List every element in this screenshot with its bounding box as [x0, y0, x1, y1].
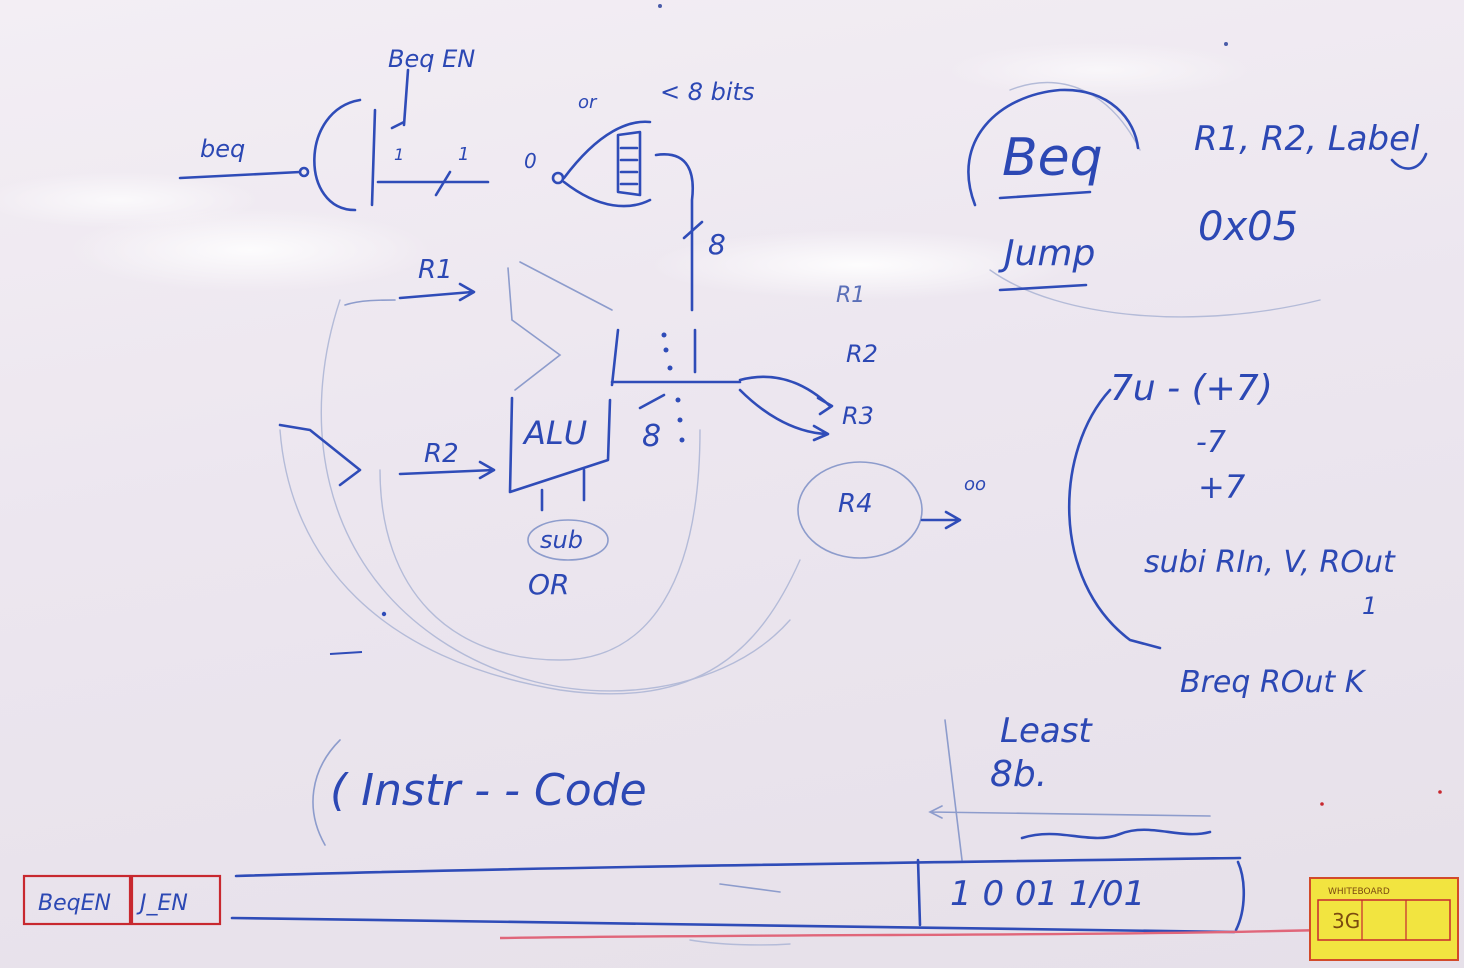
beq-operands: R1, R2, Label: [1194, 119, 1420, 159]
sticker-line2: 3G: [1332, 909, 1361, 933]
sticker-line1: WHITEBOARD: [1328, 887, 1390, 897]
reg-out: oo: [964, 474, 987, 495]
gate-one-a: 1: [394, 145, 405, 164]
subi-digit: 1: [1362, 592, 1378, 620]
op-sub: sub: [540, 526, 583, 554]
subi-line: subi RIn, V, ROut: [1144, 545, 1395, 580]
expr-line: 7u - (+7): [1110, 368, 1273, 409]
breq-line: Breq ROut K: [1180, 665, 1365, 700]
r1-input-label: R1: [418, 255, 453, 285]
feedback-arrow: [280, 425, 360, 485]
beq-en-label: Beq EN: [388, 45, 476, 73]
bits-8-label: 8b.: [990, 754, 1048, 795]
least-label: Least: [1000, 711, 1092, 751]
gate-one-b: 1: [458, 144, 470, 165]
gate-zero: 0: [524, 149, 537, 173]
instr-code-label: ( Instr - - Code: [330, 765, 647, 816]
r2-input-label: R2: [424, 439, 459, 469]
bits-label: < 8 bits: [660, 78, 755, 106]
reg-r4: R4: [838, 489, 873, 519]
hex-value: 0x05: [1198, 204, 1299, 250]
jump-label: Jump: [1004, 233, 1096, 274]
instruction-bits: 1 0 01 1/01: [950, 874, 1146, 914]
alu-shape: [508, 262, 740, 560]
beq-title: Beq: [1002, 128, 1103, 188]
r1-arrow: [400, 284, 474, 300]
reg-r2: R2: [846, 340, 878, 368]
reg-r1: R1: [836, 283, 866, 308]
or-label: or: [578, 92, 597, 113]
field-j-en: J_EN: [140, 891, 188, 916]
bus-width-mid: 8: [642, 419, 662, 454]
op-or: OR: [528, 568, 570, 601]
pos7-line: +7: [1198, 468, 1246, 506]
bus-width-top: 8: [708, 228, 726, 261]
field-beq-en: BeqEN: [38, 891, 111, 916]
beq-input-label: beq: [200, 135, 246, 163]
dotted-bus: [662, 333, 685, 443]
reg-r3: R3: [842, 402, 874, 430]
neg7-line: -7: [1196, 425, 1226, 460]
r1-feed: [345, 300, 395, 305]
alu-label: ALU: [524, 414, 588, 452]
